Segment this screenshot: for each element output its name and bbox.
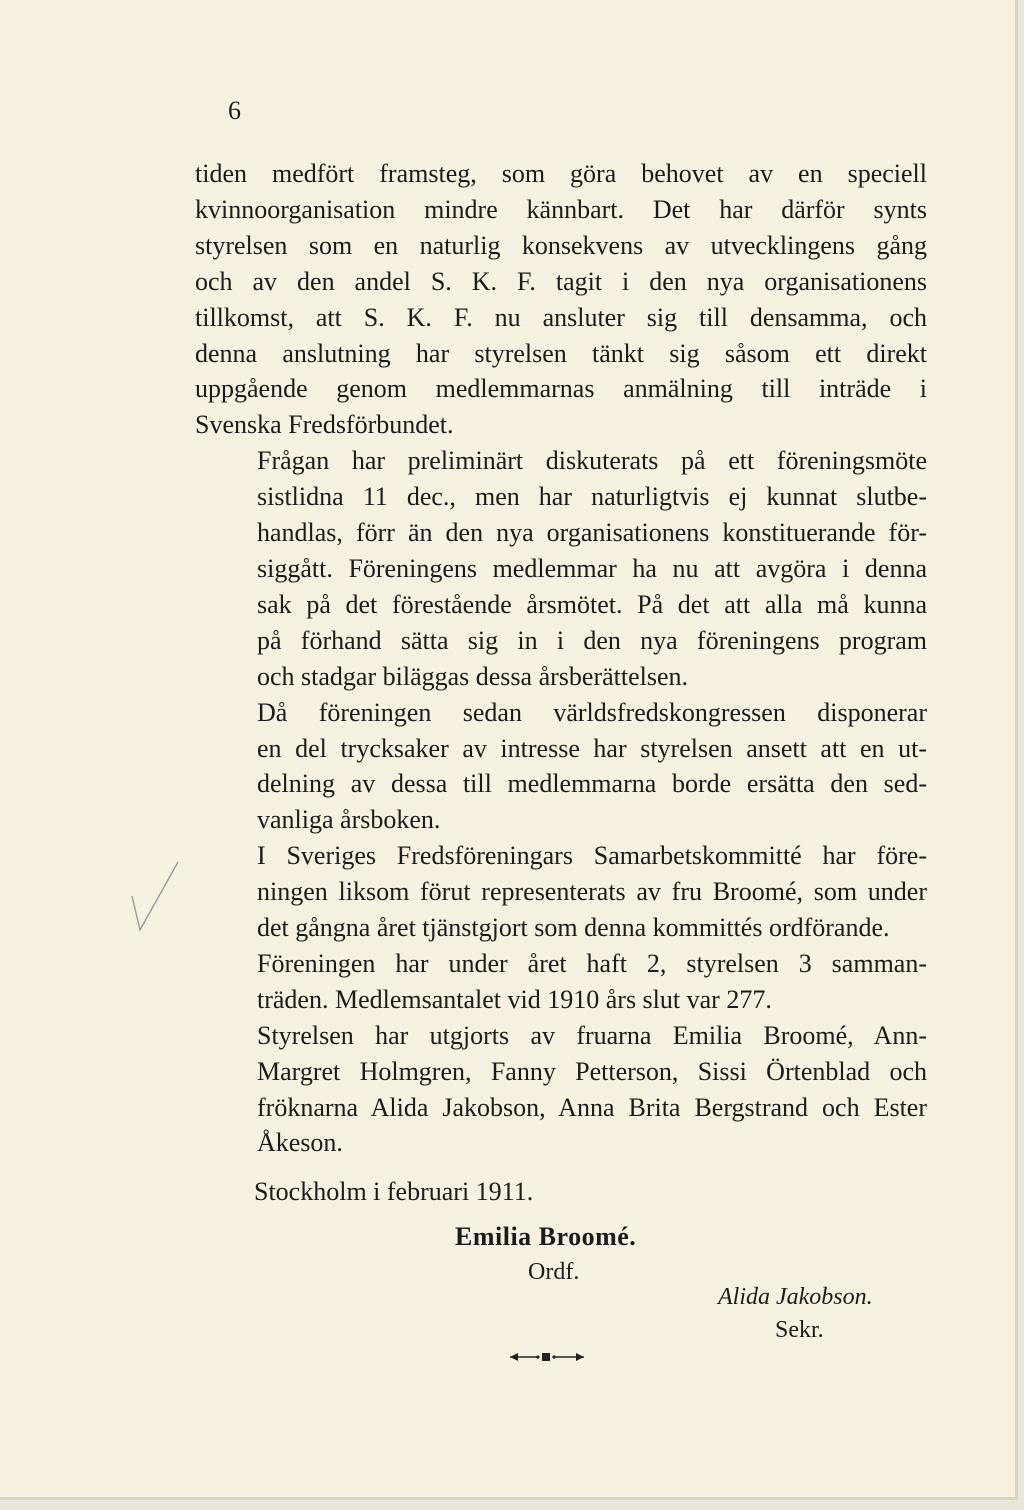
secretary-title: Sekr. [775,1317,824,1343]
text-line: styrelsen som en naturlig konsekvens av utvecklingens gång [195,230,927,260]
text-line: denna anslutning har styrelsen tänkt sig såsom ett direkt [195,338,927,368]
body-text [195,156,927,1161]
paragraph [195,1018,927,1162]
text-line: uppgående genom medlemmarnas anmälning till inträde i [195,374,927,404]
text-line: siggått. Föreningens medlemmar ha nu att avgöra i denna [257,553,927,583]
paragraph [195,946,927,1018]
text-line: fröknarna Alida Jakobson, Anna Brita Bergstrand och Ester [257,1092,927,1122]
place-date: Stockholm i februari 1911. [254,1177,534,1206]
text-line: kvinnoorganisation mindre kännbart. Det har därför synts [195,194,927,224]
paragraph [195,695,927,839]
text-line: delning av dessa till medlemmarna borde ersätta den sed- [257,769,927,799]
text-line: tiden medfört framsteg, som göra behovet av en speciell [195,159,927,188]
text-line: och av den andel S. K. F. tagit i den nya organisationens [195,266,927,296]
text-line: Svenska Fredsförbundet. [195,410,454,440]
text-line: det gångna året tjänstgjort som denna kommittés ordförande. [257,913,890,943]
text-line: Frågan har preliminärt diskuterats på ett föreningsmöte [257,446,927,476]
text-line: I Sveriges Fredsföreningars Samarbetskommitté har före- [257,841,927,871]
paragraph [195,443,927,694]
text-line: ningen liksom förut representerats av fru Broomé, som under [257,877,927,907]
text-line: handlas, förr än den nya organisationens konstituerande för- [257,518,927,548]
text-line: Margret Holmgren, Fanny Petterson, Sissi Örtenblad och [257,1056,927,1086]
text-line: Då föreningen sedan världsfredskongressen disponerar [257,697,927,727]
text-line: och stadgar biläggas dessa årsberättelsen. [257,661,689,691]
text-line: Åkeson. [257,1128,343,1158]
paragraph [195,838,927,946]
text-line: träden. Medlemsantalet vid 1910 års slut var 277. [257,984,772,1014]
text-line: Föreningen har under året haft 2, styrelsen 3 samman- [257,948,927,978]
pencil-checkmark-icon [126,860,186,940]
text-line: en del trycksaker av intresse har styrelsen ansett att en ut- [257,733,927,763]
paragraph [195,156,927,443]
secretary-signature: Alida Jakobson. [718,1284,873,1310]
chair-signature: Emilia Broomé. [455,1222,637,1251]
chair-title: Ordf. [528,1259,580,1285]
text-line: på förhand sätta sig in i den nya föreningens program [257,625,927,655]
text-line: Styrelsen har utgjorts av fruarna Emilia Broomé, Ann- [257,1020,927,1050]
text-line: vanliga årsboken. [257,805,441,835]
page-number: 6 [228,96,241,125]
end-ornament-icon [508,1350,588,1364]
text-line: sistlidna 11 dec., men har naturligtvis ej kunnat slutbe- [257,482,927,512]
text-line: sak på det förestående årsmötet. På det att alla må kunna [257,589,927,619]
text-line: tillkomst, att S. K. F. nu ansluter sig till densamma, och [195,302,927,332]
